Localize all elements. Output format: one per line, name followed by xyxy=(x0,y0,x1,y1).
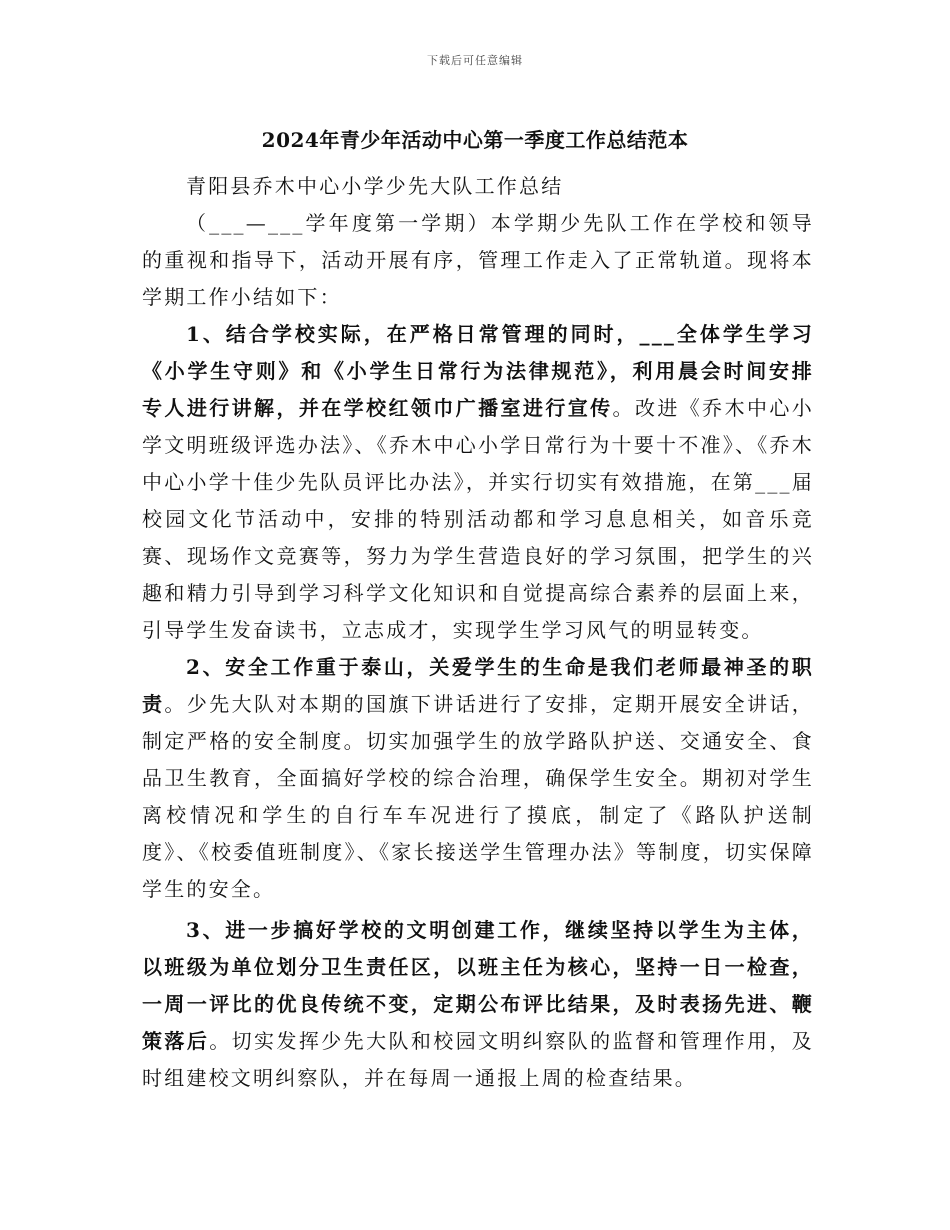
download-note: 下载后可任意编辑 xyxy=(427,54,523,67)
document-title: 2024年青少年活动中心第一季度工作总结范本 xyxy=(261,128,689,152)
section-3-body: 。切实发挥少先大队和校园文明纠察队的监督和管理作用，及时组建校文明纠察队，并在每周一通报上周的检查结果。 xyxy=(142,1029,814,1090)
document-body xyxy=(142,168,814,1097)
section-2-heading: 2、安全工作重于泰山，关爱学生的生命是我们老师最神圣的职责 xyxy=(142,655,814,716)
section-1-paragraph xyxy=(142,316,814,649)
subtitle-paragraph: 青阳县乔木中心小学少先大队工作总结 xyxy=(186,174,564,198)
section-1-heading: 1、结合学校实际，在严格日常管理的同时，___全体学生学习《小学生守则》和《小学生日常行为法律规范》，利用晨会时间安排专人进行讲解，并在学校红领巾广播室进行宣传 xyxy=(142,322,814,420)
section-1-body: 。改进《乔木中心小学文明班级评选办法》、《乔木中心小学日常行为十要十不准》、《乔木中心小学十佳少先队员评比办法》，并实行切实有效措施，在第___届校园文化节活动中，安排的特别活动都和学习息息相关，如音乐竞赛、现场作文竞赛等，努力为学生营造良好的学习氛围，把学生的兴趣和精力引导到学习科学文化知识和自觉提高综合素养的层面上来，引导学生发奋读书，立志成才，实现学生学习风气的明显转变。 xyxy=(142,396,814,642)
section-2-body: 。少先大队对本期的国旗下讲话进行了安排，定期开展安全讲话，制定严格的安全制度。切实加强学生的放学路队护送、交通安全、食品卫生教育，全面搞好学校的综合治理，确保学生安全。期初对学生离校情况和学生的自行车车况进行了摸底，制定了《路队护送制度》、《校委值班制度》、《家长接送学生管理办法》等制度，切实保障学生的安全。 xyxy=(142,692,814,901)
section-3-heading: 3、进一步搞好学校的文明创建工作，继续坚持以学生为主体，以班级为单位划分卫生责任区，以班主任为核心，坚持一日一检查，一周一评比的优良传统不变，定期公布评比结果，及时表扬先进、鞭策落后 xyxy=(142,918,814,1053)
section-3-paragraph xyxy=(142,912,814,1097)
intro-paragraph: （___—___学年度第一学期）本学期少先队工作在学校和领导的重视和指导下，活动开展有序，管理工作走入了正常轨道。现将本学期工作小结如下： xyxy=(142,211,814,309)
section-2-paragraph xyxy=(142,649,814,908)
